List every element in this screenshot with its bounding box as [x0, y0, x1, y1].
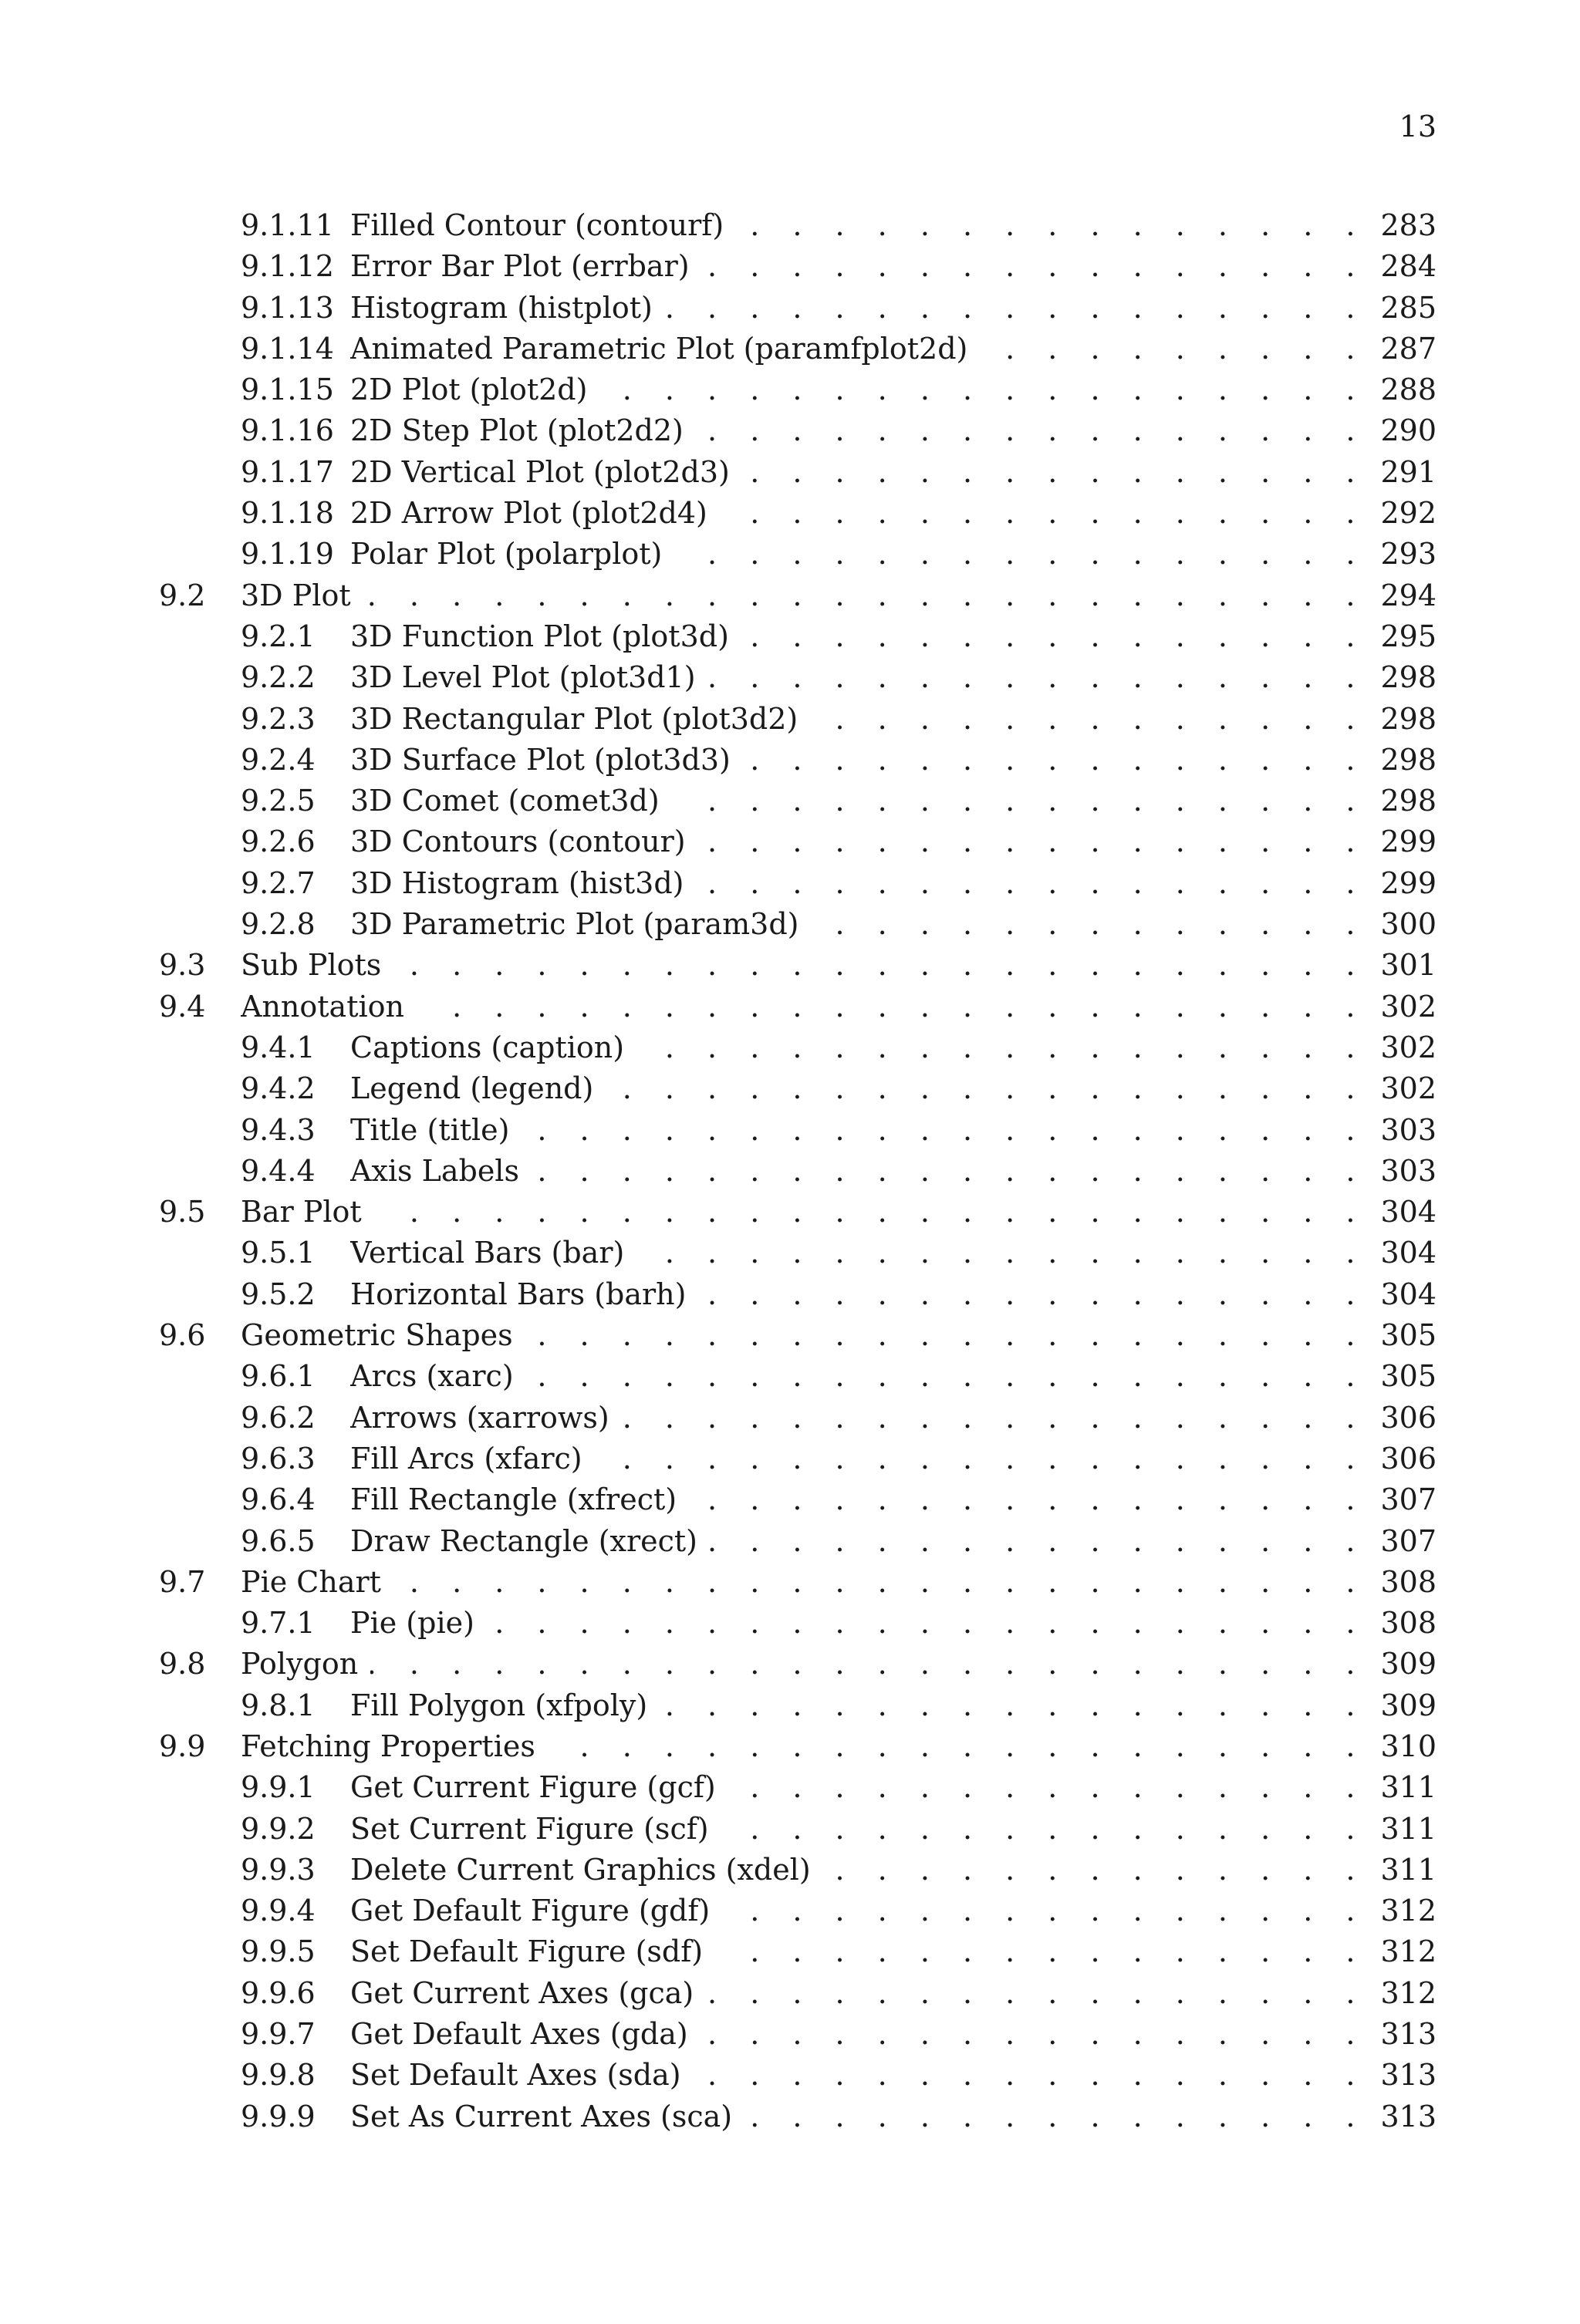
toc-entry-title: 3D Histogram (hist3d)	[350, 866, 696, 900]
toc-entry-label	[350, 369, 1367, 410]
toc-entry-page: 288	[1380, 373, 1437, 407]
toc-entry-page: 306	[1380, 1400, 1437, 1435]
toc-entry-title: Annotation	[241, 990, 417, 1024]
toc-entry-label	[350, 2055, 1367, 2096]
toc-entry-title: Set Default Axes (sda)	[350, 2058, 694, 2092]
toc-entry-label	[350, 1110, 1367, 1151]
toc-section-entry	[159, 945, 1437, 986]
toc-section-entry	[159, 1315, 1437, 1356]
toc-entry-title: Polygon	[241, 1647, 370, 1681]
toc-entry-title: Get Current Axes (gca)	[350, 1976, 706, 2010]
toc-entry-label	[350, 863, 1367, 904]
toc-entry-label	[350, 1767, 1367, 1808]
toc-entry-title: Set Current Figure (scf)	[350, 1812, 721, 1846]
toc-entry-label	[350, 493, 1367, 534]
toc-entry-title: 2D Step Plot (plot2d2)	[350, 413, 696, 447]
toc-subsection-entry	[159, 1973, 1437, 2014]
toc-entry-page: 308	[1380, 1564, 1437, 1599]
toc-entry-label	[350, 329, 1367, 369]
toc-entry-label	[350, 1685, 1367, 1726]
toc-section-entry	[159, 1644, 1437, 1685]
toc-entry-number: 9.7	[159, 1564, 206, 1599]
toc-entry-label	[350, 821, 1367, 862]
toc-subsection-entry	[159, 1356, 1437, 1397]
toc-entry-number: 9.9.1	[241, 1770, 316, 1805]
toc-entry-title: Get Default Axes (gda)	[350, 2017, 701, 2051]
toc-entry-title: Histogram (histplot)	[350, 291, 665, 325]
toc-entry-title: 3D Function Plot (plot3d)	[350, 619, 741, 653]
toc-entry-page: 303	[1380, 1153, 1437, 1188]
toc-entry-number: 9.2.8	[241, 907, 316, 942]
toc-entry-number: 9.1.16	[241, 413, 334, 448]
toc-entry-title: 2D Vertical Plot (plot2d3)	[350, 455, 742, 489]
toc-entry-label	[350, 2014, 1367, 2055]
toc-entry-number: 9.5.1	[241, 1236, 316, 1270]
toc-subsection-entry	[159, 821, 1437, 862]
toc-entry-title: Get Current Figure (gcf)	[350, 1770, 728, 1804]
toc-entry-number: 9.3	[159, 948, 206, 983]
toc-subsection-entry	[159, 1809, 1437, 1850]
toc-subsection-entry	[159, 1931, 1437, 1972]
table-of-contents	[159, 205, 1437, 2137]
toc-entry-label	[241, 987, 1367, 1027]
toc-entry-label	[350, 1027, 1367, 1068]
toc-entry-page: 298	[1380, 660, 1437, 695]
toc-entry-title: Filled Contour (contourf)	[350, 208, 736, 242]
toc-entry-label	[241, 945, 1367, 986]
toc-entry-page: 311	[1380, 1852, 1437, 1887]
toc-entry-label	[350, 1521, 1367, 1562]
toc-subsection-entry	[159, 452, 1437, 493]
toc-entry-title: Animated Parametric Plot (paramfplot2d)	[350, 332, 980, 366]
toc-subsection-entry	[159, 1151, 1437, 1192]
toc-subsection-entry	[159, 410, 1437, 451]
toc-subsection-entry	[159, 1233, 1437, 1273]
toc-entry-number: 9.9.4	[241, 1894, 316, 1928]
toc-entry-number: 9.1.17	[241, 454, 334, 489]
toc-subsection-entry	[159, 863, 1437, 904]
toc-entry-page: 313	[1380, 2058, 1437, 2093]
toc-entry-page: 295	[1380, 619, 1437, 653]
toc-entry-title: Sub Plots	[241, 948, 393, 982]
toc-subsection-entry	[159, 329, 1437, 369]
toc-entry-label	[350, 1356, 1367, 1397]
toc-entry-page: 287	[1380, 331, 1437, 366]
toc-subsection-entry	[159, 2014, 1437, 2055]
toc-entry-label	[350, 410, 1367, 451]
toc-subsection-entry	[159, 493, 1437, 534]
toc-entry-number: 9.5.2	[241, 1277, 316, 1311]
toc-entry-title: Draw Rectangle (xrect)	[350, 1524, 710, 1558]
toc-entry-number: 9.1.15	[241, 373, 334, 407]
toc-subsection-entry	[159, 1479, 1437, 1520]
toc-entry-label	[350, 452, 1367, 493]
toc-entry-page: 304	[1380, 1195, 1437, 1229]
toc-entry-page: 303	[1380, 1112, 1437, 1147]
toc-entry-number: 9.1.18	[241, 496, 334, 531]
toc-entry-title: Pie Chart	[241, 1565, 393, 1599]
toc-subsection-entry	[159, 1110, 1437, 1151]
toc-entry-page: 310	[1380, 1729, 1437, 1763]
toc-entry-label	[350, 904, 1367, 945]
toc-entry-number: 9.9.6	[241, 1975, 316, 2010]
toc-entry-number: 9.4	[159, 989, 206, 1024]
toc-entry-label	[350, 1603, 1367, 1644]
toc-entry-number: 9.6	[159, 1318, 206, 1353]
toc-entry-title: 3D Contours (contour)	[350, 825, 698, 858]
toc-entry-page: 305	[1380, 1359, 1437, 1394]
toc-subsection-entry	[159, 1439, 1437, 1479]
toc-entry-label	[241, 575, 1367, 616]
toc-entry-label	[241, 1315, 1367, 1356]
toc-entry-page: 302	[1380, 1071, 1437, 1106]
toc-entry-title: Title (title)	[350, 1113, 522, 1147]
toc-entry-label	[350, 740, 1367, 781]
toc-entry-number: 9.2.2	[241, 660, 316, 695]
toc-entry-label	[350, 534, 1367, 575]
toc-entry-label	[350, 781, 1367, 821]
toc-entry-label	[350, 1398, 1367, 1439]
toc-subsection-entry	[159, 657, 1437, 698]
toc-subsection-entry	[159, 1891, 1437, 1931]
toc-subsection-entry	[159, 699, 1437, 740]
toc-entry-number: 9.4.4	[241, 1153, 316, 1188]
toc-entry-title: Error Bar Plot (errbar)	[350, 249, 702, 283]
toc-entry-title: 3D Level Plot (plot3d1)	[350, 660, 708, 694]
toc-entry-label	[350, 699, 1367, 740]
toc-entry-title: 2D Plot (plot2d)	[350, 373, 599, 406]
toc-entry-page: 304	[1380, 1277, 1437, 1311]
toc-entry-title: 3D Surface Plot (plot3d3)	[350, 743, 743, 777]
toc-entry-number: 9.4.2	[241, 1071, 316, 1106]
toc-entry-label	[350, 1931, 1367, 1972]
toc-entry-title: 3D Rectangular Plot (plot3d2)	[350, 702, 810, 736]
toc-subsection-entry	[159, 1027, 1437, 1068]
toc-entry-page: 300	[1380, 907, 1437, 942]
toc-entry-page: 291	[1380, 454, 1437, 489]
toc-subsection-entry	[159, 2096, 1437, 2137]
toc-entry-number: 9.4.3	[241, 1112, 316, 1147]
toc-entry-number: 9.5	[159, 1195, 206, 1229]
toc-subsection-entry	[159, 616, 1437, 657]
toc-entry-title: Arrows (xarrows)	[350, 1401, 622, 1435]
toc-entry-title: Fill Arcs (xfarc)	[350, 1442, 595, 1476]
toc-subsection-entry	[159, 740, 1437, 781]
toc-entry-title: Arcs (xarc)	[350, 1359, 526, 1393]
toc-entry-label	[350, 657, 1367, 698]
toc-entry-page: 298	[1380, 701, 1437, 736]
toc-entry-label	[350, 288, 1367, 329]
toc-entry-label	[350, 1850, 1367, 1891]
toc-entry-page: 284	[1380, 249, 1437, 284]
toc-entry-page: 302	[1380, 989, 1437, 1024]
toc-entry-page: 299	[1380, 825, 1437, 859]
toc-entry-number: 9.9.9	[241, 2099, 316, 2133]
toc-entry-title: 3D Parametric Plot (param3d)	[350, 907, 811, 941]
toc-subsection-entry	[159, 1398, 1437, 1439]
toc-entry-page: 313	[1380, 2017, 1437, 2052]
toc-entry-title: Fill Polygon (xfpoly)	[350, 1688, 660, 1722]
toc-entry-page: 309	[1380, 1647, 1437, 1681]
toc-section-entry	[159, 1192, 1437, 1233]
toc-subsection-entry	[159, 369, 1437, 410]
toc-subsection-entry	[159, 205, 1437, 246]
toc-entry-number: 9.8.1	[241, 1688, 316, 1722]
toc-entry-label	[350, 205, 1367, 246]
toc-entry-number: 9.4.1	[241, 1030, 316, 1064]
toc-entry-number: 9.9.7	[241, 2017, 316, 2052]
toc-entry-label	[350, 1068, 1367, 1109]
toc-entry-title: Axis Labels	[350, 1154, 532, 1188]
toc-entry-page: 285	[1380, 290, 1437, 325]
toc-entry-title: Fill Rectangle (xfrect)	[350, 1482, 689, 1516]
toc-entry-number: 9.9.3	[241, 1852, 316, 1887]
toc-subsection-entry	[159, 246, 1437, 287]
toc-entry-title: Captions (caption)	[350, 1030, 636, 1064]
toc-entry-title: Delete Current Graphics (xdel)	[350, 1853, 823, 1887]
toc-entry-label	[350, 616, 1367, 657]
toc-entry-label	[350, 1973, 1367, 2014]
toc-entry-title: 3D Plot	[241, 578, 363, 612]
toc-entry-number: 9.1.11	[241, 208, 334, 242]
toc-entry-number: 9.1.12	[241, 249, 334, 284]
toc-entry-title: Polar Plot (polarplot)	[350, 537, 674, 571]
toc-entry-page: 312	[1380, 1894, 1437, 1928]
toc-entry-page: 298	[1380, 742, 1437, 777]
toc-entry-page: 305	[1380, 1318, 1437, 1353]
toc-entry-title: Legend (legend)	[350, 1071, 606, 1105]
toc-entry-title: Horizontal Bars (barh)	[350, 1277, 698, 1311]
toc-subsection-entry	[159, 904, 1437, 945]
toc-entry-number: 9.2.1	[241, 619, 316, 653]
toc-entry-number: 9.1.13	[241, 290, 334, 325]
toc-entry-number: 9.6.5	[241, 1523, 316, 1558]
toc-entry-page: 292	[1380, 496, 1437, 531]
toc-entry-page: 304	[1380, 1236, 1437, 1270]
toc-entry-title: Get Default Figure (gdf)	[350, 1894, 722, 1928]
toc-entry-page: 312	[1380, 1934, 1437, 1969]
toc-entry-title: 2D Arrow Plot (plot2d4)	[350, 496, 720, 530]
toc-entry-number: 9.6.4	[241, 1482, 316, 1517]
toc-entry-number: 9.9.8	[241, 2058, 316, 2093]
toc-subsection-entry	[159, 534, 1437, 575]
toc-entry-number: 9.2	[159, 578, 206, 612]
toc-entry-page: 307	[1380, 1482, 1437, 1517]
toc-entry-title: Geometric Shapes	[241, 1318, 525, 1352]
toc-entry-number: 9.1.14	[241, 331, 334, 366]
toc-entry-page: 299	[1380, 865, 1437, 900]
toc-entry-number: 9.6.1	[241, 1359, 316, 1394]
toc-entry-page: 308	[1380, 1606, 1437, 1641]
toc-section-entry	[159, 1562, 1437, 1603]
toc-entry-page: 313	[1380, 2099, 1437, 2133]
page-number: 13	[1399, 110, 1437, 143]
toc-entry-title: 3D Comet (comet3d)	[350, 784, 672, 818]
toc-entry-title: Set Default Figure (sdf)	[350, 1934, 715, 1968]
toc-subsection-entry	[159, 288, 1437, 329]
toc-entry-number: 9.2.6	[241, 825, 316, 859]
toc-entry-page: 311	[1380, 1770, 1437, 1805]
toc-entry-label	[350, 1479, 1367, 1520]
toc-entry-number: 9.9.2	[241, 1811, 316, 1846]
toc-subsection-entry	[159, 781, 1437, 821]
toc-entry-title: Set As Current Axes (sca)	[350, 2100, 744, 2133]
toc-entry-page: 311	[1380, 1811, 1437, 1846]
toc-entry-page: 293	[1380, 537, 1437, 572]
toc-entry-page: 290	[1380, 413, 1437, 448]
toc-entry-label	[350, 1274, 1367, 1315]
toc-entry-number: 9.7.1	[241, 1606, 316, 1641]
toc-entry-title: Bar Plot	[241, 1195, 374, 1229]
toc-entry-page: 309	[1380, 1688, 1437, 1722]
toc-entry-label	[350, 2096, 1367, 2137]
toc-section-entry	[159, 1726, 1437, 1767]
toc-entry-label	[241, 1644, 1367, 1685]
toc-entry-label	[350, 246, 1367, 287]
toc-subsection-entry	[159, 1068, 1437, 1109]
toc-entry-title: Fetching Properties	[241, 1729, 548, 1763]
toc-entry-page: 302	[1380, 1030, 1437, 1064]
toc-entry-number: 9.2.7	[241, 865, 316, 900]
toc-entry-label	[350, 1233, 1367, 1273]
toc-entry-label	[241, 1726, 1367, 1767]
toc-entry-number: 9.1.19	[241, 537, 334, 572]
toc-entry-number: 9.6.2	[241, 1400, 316, 1435]
toc-entry-title: Vertical Bars (bar)	[350, 1236, 636, 1270]
toc-entry-page: 294	[1380, 578, 1437, 612]
toc-entry-page: 283	[1380, 208, 1437, 242]
toc-entry-label	[241, 1192, 1367, 1233]
toc-entry-label	[350, 1809, 1367, 1850]
toc-entry-number: 9.8	[159, 1647, 206, 1681]
toc-subsection-entry	[159, 2055, 1437, 2096]
toc-entry-title: Pie (pie)	[350, 1606, 487, 1640]
toc-subsection-entry	[159, 1603, 1437, 1644]
toc-subsection-entry	[159, 1767, 1437, 1808]
toc-entry-number: 9.6.3	[241, 1441, 316, 1476]
toc-section-entry	[159, 575, 1437, 616]
toc-subsection-entry	[159, 1850, 1437, 1891]
toc-section-entry	[159, 987, 1437, 1027]
toc-entry-page: 312	[1380, 1975, 1437, 2010]
toc-entry-number: 9.2.5	[241, 784, 316, 818]
toc-entry-number: 9.2.3	[241, 701, 316, 736]
toc-entry-page: 307	[1380, 1523, 1437, 1558]
toc-entry-label	[241, 1562, 1367, 1603]
toc-subsection-entry	[159, 1685, 1437, 1726]
toc-entry-page: 301	[1380, 948, 1437, 983]
toc-entry-number: 9.9	[159, 1729, 206, 1763]
toc-entry-number: 9.2.4	[241, 742, 316, 777]
toc-subsection-entry	[159, 1274, 1437, 1315]
toc-entry-number: 9.9.5	[241, 1934, 316, 1969]
toc-entry-label	[350, 1151, 1367, 1192]
toc-entry-label	[350, 1439, 1367, 1479]
toc-entry-page: 298	[1380, 784, 1437, 818]
toc-entry-page: 306	[1380, 1441, 1437, 1476]
toc-entry-label	[350, 1891, 1367, 1931]
toc-subsection-entry	[159, 1521, 1437, 1562]
